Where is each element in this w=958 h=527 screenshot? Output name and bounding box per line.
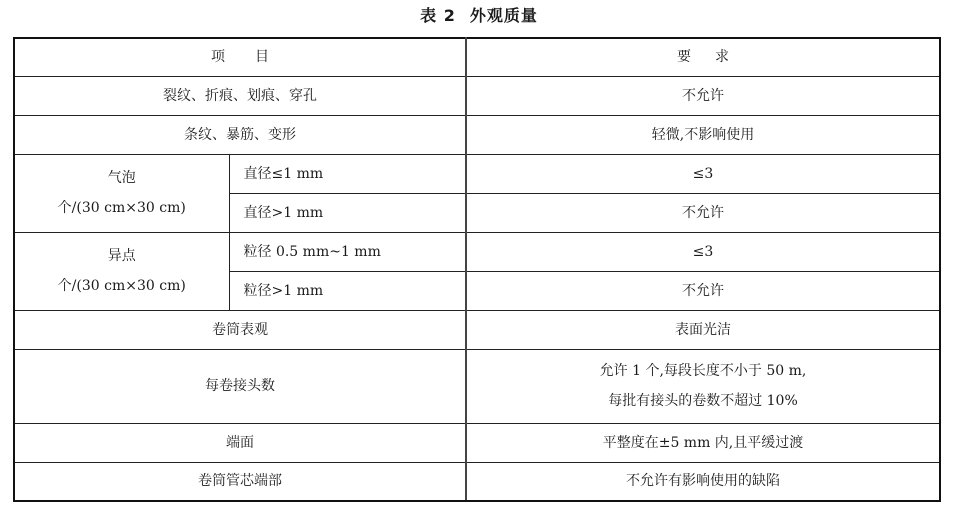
header-requirement-cell bbox=[466, 38, 940, 76]
table-row bbox=[14, 462, 940, 501]
header-requirement-label: 要求 bbox=[677, 49, 753, 66]
requirement-line: 每批有接头的卷数不超过 10% bbox=[608, 393, 798, 409]
group-item-unit: 个/(30 cm×30 cm) bbox=[57, 200, 186, 216]
requirement-cell: 平整度在±5 mm 内,且平缓过渡 bbox=[466, 423, 940, 462]
requirement-cell: 表面光洁 bbox=[466, 310, 940, 349]
requirement-cell: ≤3 bbox=[466, 232, 940, 271]
requirement-cell: 不允许 bbox=[466, 76, 940, 115]
sub-item-cell: 直径≤1 mm bbox=[229, 154, 466, 193]
requirement-cell: 不允许有影响使用的缺陷 bbox=[466, 462, 940, 501]
table-row bbox=[14, 349, 940, 423]
item-cell: 条纹、暴筋、变形 bbox=[14, 115, 466, 154]
item-cell: 卷筒管芯端部 bbox=[14, 462, 466, 501]
requirement-line: 允许 1 个,每段长度不小于 50 m, bbox=[599, 363, 807, 379]
item-cell: 卷筒表观 bbox=[14, 310, 466, 349]
appearance-quality-table bbox=[13, 37, 941, 502]
group-item-cell bbox=[14, 154, 229, 232]
table-row bbox=[14, 154, 940, 193]
group-item-name: 气泡 bbox=[107, 170, 136, 186]
group-item-unit: 个/(30 cm×30 cm) bbox=[57, 278, 186, 294]
requirement-cell: ≤3 bbox=[466, 154, 940, 193]
header-item-label: 项目 bbox=[211, 49, 299, 66]
requirement-cell: 轻微,不影响使用 bbox=[466, 115, 940, 154]
table-row bbox=[14, 232, 940, 271]
requirement-cell: 不允许 bbox=[466, 193, 940, 232]
table-caption bbox=[0, 4, 958, 28]
sub-item-cell: 粒径 0.5 mm~1 mm bbox=[229, 232, 466, 271]
group-item-name: 异点 bbox=[107, 248, 136, 264]
sub-item-cell: 直径>1 mm bbox=[229, 193, 466, 232]
item-cell: 端面 bbox=[14, 423, 466, 462]
sub-item-cell: 粒径>1 mm bbox=[229, 271, 466, 310]
header-row bbox=[14, 38, 940, 76]
table-row bbox=[14, 310, 940, 349]
header-item-cell bbox=[14, 38, 466, 76]
requirement-cell: 不允许 bbox=[466, 271, 940, 310]
table-row bbox=[14, 115, 940, 154]
table-title: 外观质量 bbox=[469, 6, 538, 25]
table-row bbox=[14, 423, 940, 462]
table-row bbox=[14, 76, 940, 115]
requirement-cell bbox=[466, 349, 940, 423]
table-number: 表 2 bbox=[420, 6, 456, 25]
group-item-cell bbox=[14, 232, 229, 310]
item-cell: 裂纹、折痕、划痕、穿孔 bbox=[14, 76, 466, 115]
item-cell: 每卷接头数 bbox=[14, 349, 466, 423]
